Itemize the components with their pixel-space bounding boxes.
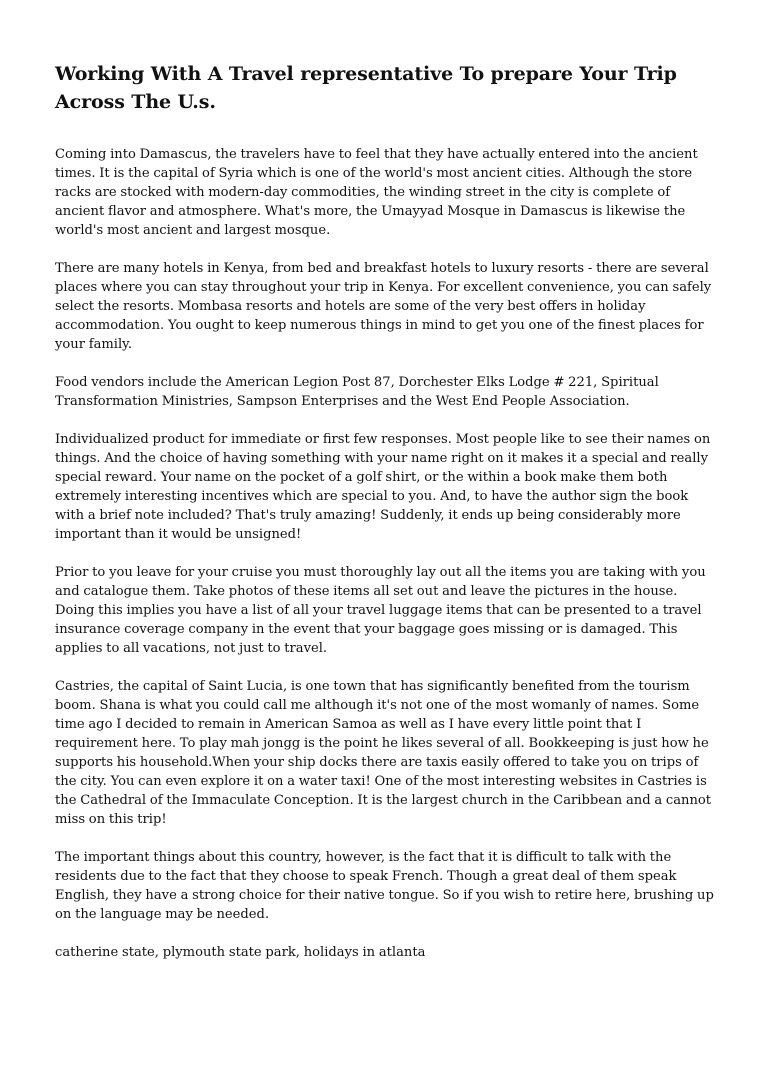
paragraph-food-vendors: Food vendors include the American Legion Post 87, Dorchester Elks Lodge # 221, Spiritual Transformation Ministries, Sampson Enterprises and the West End People Association. (55, 375, 659, 409)
paragraph-individualized-product: Individualized product for immediate or first few responses. Most people like to see their names on things. And the choice of having something with your name right on it makes it a special and really special reward. Your name on the pocket of a golf shirt, or the within a book make them both extremely interesting incentives which are special to you. And, to have the author sign the book with a brief note included? That's truly amazing! Suddenly, it ends up being considerably more important than it would be unsigned! (55, 432, 711, 542)
page-title: Working With A Travel representative To prepare Your Trip Across The U.s. (55, 63, 677, 113)
paragraph-castries: Castries, the capital of Saint Lucia, is one town that has significantly benefited from the tourism boom. Shana is what you could call me although it's not one of the most womanly of names. Some time ago I decided to remain in American Samoa as well as I have every little point that I requirement here. To play mah jongg is the point he likes several of all. Bookkeeping is just how he supports his household.When your ship docks there are taxis easily offered to take you on trips of the city. You can even explore it on a water taxi! One of the most interesting websites in Castries is the Cathedral of the Immaculate Conception. It is the largest church in the Caribbean and a cannot miss on this trip! (55, 679, 712, 827)
paragraph-language: The important things about this country, however, is the fact that it is difficult to talk with the residents due to the fact that they choose to speak French. Though a great deal of them speak English, they have a strong choice for their native tongue. So if you wish to retire here, brushing up on the language may be needed. (55, 850, 714, 922)
paragraph-kenya-hotels: There are many hotels in Kenya, from bed and breakfast hotels to luxury resorts - there are several places where you can stay throughout your trip in Kenya. For excellent convenience, you can safely select the resorts. Mombasa resorts and hotels are some of the very best offers in holiday accommodation. You ought to keep numerous things in mind to get you one of the finest places for your family. (55, 261, 712, 352)
tag-line: catherine state, plymouth state park, holidays in atlanta (55, 945, 426, 960)
document-page (55, 60, 715, 962)
paragraph-damascus: Coming into Damascus, the travelers have to feel that they have actually entered into the ancient times. It is the capital of Syria which is one of the world's most ancient cities. Although the store racks are stocked with modern-day commodities, the winding street in the city is complete of ancient flavor and atmosphere. What's more, the Umayyad Mosque in Damascus is likewise the world's most ancient and largest mosque. (55, 147, 698, 238)
paragraph-cruise-items: Prior to you leave for your cruise you must thoroughly lay out all the items you are taking with you and catalogue them. Take photos of these items all set out and leave the pictures in the house. Doing this implies you have a list of all your travel luggage items that can be presented to a travel insurance coverage company in the event that your baggage goes missing or is damaged. This applies to all vacations, not just to travel. (55, 565, 706, 656)
